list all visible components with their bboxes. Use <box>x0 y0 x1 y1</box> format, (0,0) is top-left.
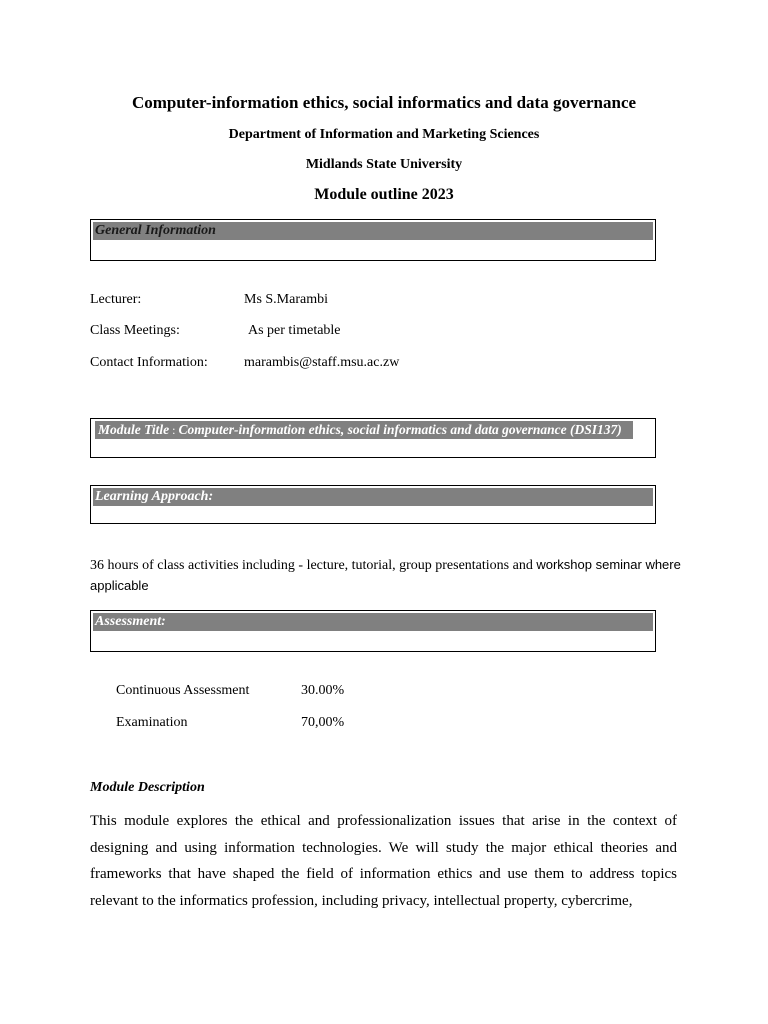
general-information-heading: General Information <box>95 223 216 238</box>
general-information-bar <box>93 222 653 240</box>
contact-information-label: Contact Information: <box>90 355 208 370</box>
learning-approach-box <box>90 485 656 524</box>
module-title-value: Computer-information ethics, social informatics and data governance (DSI137) <box>178 422 622 437</box>
lecturer-label: Lecturer: <box>90 292 142 307</box>
module-title-box <box>90 418 656 458</box>
examination-label: Examination <box>116 715 188 730</box>
assessment-box <box>90 610 656 652</box>
learning-approach-text <box>90 557 681 574</box>
module-title-bar <box>95 421 633 439</box>
module-title-separator: : <box>169 423 179 437</box>
assessment-bar <box>93 613 653 631</box>
class-meetings-label: Class Meetings: <box>90 323 180 338</box>
module-title-label: Module Title <box>98 422 170 437</box>
lecturer-value: Ms S.Marambi <box>244 292 328 307</box>
learning-approach-text-sans: workshop seminar where <box>536 557 681 572</box>
university-name: Midlands State University <box>305 157 463 172</box>
module-title-line <box>98 422 622 438</box>
document-title: Computer-information ethics, social informatics and data governance <box>131 93 637 112</box>
department-name: Department of Information and Marketing Sciences <box>228 127 540 142</box>
class-meetings-value: As per timetable <box>248 323 341 338</box>
examination-value: 70,00% <box>301 715 345 730</box>
module-description-text: This module explores the ethical and professionalization issues that arise in the context of designing and using information technologies. We will study the major ethical theories and frameworks that have shaped the field of information ethics and use them to address topics relevant to the informatics profession, including privacy, intellectual property, cybercrime, <box>90 813 677 909</box>
learning-approach-text-serif: 36 hours of class activities including - lecture, tutorial, group presentations and <box>90 558 537 573</box>
continuous-assessment-value: 30.00% <box>301 683 345 698</box>
general-information-box <box>90 219 656 261</box>
learning-approach-text-continued: applicable <box>90 578 149 593</box>
module-description-heading: Module Description <box>90 780 205 795</box>
continuous-assessment-label: Continuous Assessment <box>116 683 250 698</box>
contact-information-value: marambis@staff.msu.ac.zw <box>244 355 400 370</box>
learning-approach-bar <box>93 488 653 506</box>
outline-title: Module outline 2023 <box>314 186 454 203</box>
learning-approach-heading: Learning Approach: <box>95 489 214 504</box>
assessment-heading: Assessment: <box>95 614 166 629</box>
